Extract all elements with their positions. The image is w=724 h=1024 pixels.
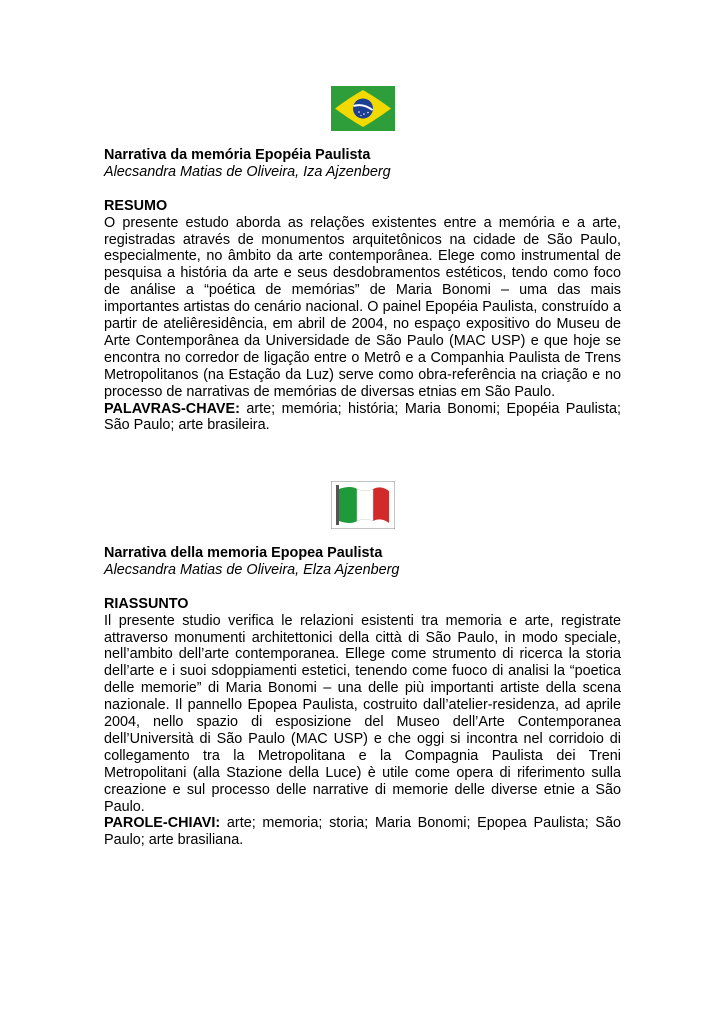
italian-title: Narrativa della memoria Epopea Paulista bbox=[104, 545, 383, 561]
spacer bbox=[104, 181, 621, 198]
italian-keywords-text: arte; memoria; storia; Maria Bonomi; Epopea Paulista; São Paulo; arte brasiliana. bbox=[104, 815, 621, 849]
brazil-flag-icon bbox=[331, 86, 395, 131]
italy-flag-icon bbox=[331, 481, 395, 529]
italian-keywords bbox=[104, 815, 621, 849]
italian-abstract: Il presente studio verifica le relazioni esistenti tra memoria e arte, registrate attraverso monumenti architettonici della città di São Paulo, in modo speciale, nell’ambito dell’arte contemporanea. Ellege come strumento di ricerca la storia dell’arte e i suoi sdoppiamenti estetici, tenendo come fuoco di analisi la “poetica delle memorie” di Maria Bonomi – una delle più importanti artiste della scena nazionale. Il pannello Epopea Paulista, costruito dall’atelier-residenza, ad aprile 2004, nello spazio di esposizione del Museo dell’Arte Contemporanea dell’Università di São Paulo (MAC USP) e che oggi si incontra nel corridoio di collegamento tra la Metropolitana e la Compagnia Paulista dei Treni Metropolitani (alla Stazione della Luce) è utile come opera di riferimento sulla creazione e sul processo delle narrative di memorie delle diverse etnie a São Paulo. bbox=[104, 612, 621, 815]
portuguese-heading: RESUMO bbox=[104, 197, 168, 214]
portuguese-section bbox=[104, 147, 621, 434]
portuguese-keywords bbox=[104, 401, 621, 435]
italian-heading: RIASSUNTO bbox=[104, 595, 189, 612]
portuguese-title: Narrativa da memória Epopéia Paulista bbox=[104, 147, 371, 163]
portuguese-authors: Alecsandra Matias de Oliveira, Iza Ajzenberg bbox=[104, 163, 391, 180]
portuguese-keywords-label: PALAVRAS-CHAVE: bbox=[104, 400, 240, 417]
italian-section bbox=[104, 545, 621, 849]
italian-keywords-label: PAROLE-CHIAVI: bbox=[104, 815, 221, 832]
spacer bbox=[104, 579, 621, 596]
italian-authors: Alecsandra Matias de Oliveira, Elza Ajzenberg bbox=[104, 561, 400, 578]
italy-flag-container bbox=[104, 481, 621, 529]
portuguese-keywords-text: arte; memória; história; Maria Bonomi; Epopéia Paulista; São Paulo; arte brasileira. bbox=[104, 400, 621, 434]
brazil-flag-container bbox=[104, 86, 621, 131]
portuguese-abstract: O presente estudo aborda as relações existentes entre a memória e a arte, registradas através de monumentos arquitetônicos na cidade de São Paulo, especialmente, no âmbito da arte contemporânea. Elege como instrumental de pesquisa a história da arte e seus desdobramentos estéticos, tendo como foco de análise a “poética de memórias” de Maria Bonomi – uma das mais importantes artistas do cenário nacional. O painel Epopéia Paulista, construído a partir de ateliêresidência, em abril de 2004, no espaço expositivo do Museu de Arte Contemporânea da Universidade de São Paulo (MAC USP) e que hoje se encontra no corredor de ligação entre o Metrô e a Companhia Paulista de Trens Metropolitanos (na Estação da Luz) serve como obra-referência na criação e no processo de narrativas de memórias de diversas etnias em São Paulo. bbox=[104, 214, 621, 400]
